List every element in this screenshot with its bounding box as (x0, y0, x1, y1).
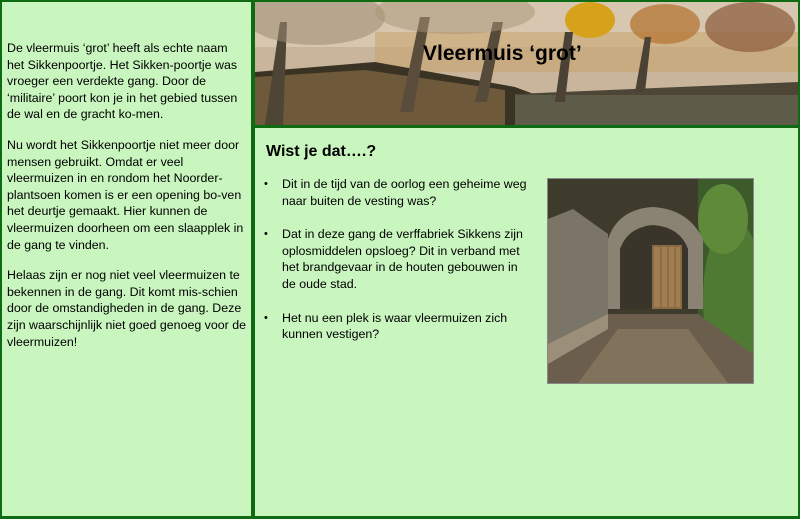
right-facts-panel (255, 128, 798, 516)
header-banner (255, 2, 798, 125)
page-title: Vleermuis ‘grot’ (423, 42, 582, 65)
tunnel-door-illustration (548, 179, 753, 383)
bullet-icon: • (264, 178, 268, 190)
bullet-icon: • (264, 228, 268, 241)
fact-text: Dit in de tijd van de oorlog een geheime weg naar buiten de vesting was? (282, 177, 527, 208)
fact-text: Dat in deze gang de verffabriek Sikkens zijn oplosmiddelen opsloeg? Dit in verband met het brandgevaar in de houten gebouwen in de oude stad. (282, 227, 523, 291)
tunnel-door-photo (547, 178, 754, 384)
intro-paragraph: De vleermuis ‘grot’ heeft als echte naam het Sikkenpoortje. Het Sikken-poortje was vroeger een verdekte gang. Door de ‘militaire’ poort kon je in het gebied tussen de wal en de gracht ko-men. (7, 41, 238, 122)
fact-item (263, 226, 533, 292)
left-text-panel (2, 2, 251, 516)
usage-paragraph: Nu wordt het Sikkenpoortje niet meer door mensen gebruikt. Omdat er veel vleermuizen in en rondom het Noorder-plantsoen komen is er een opening bo-ven het deurtje gemaakt. Hier kunnen de vleermuizen doorheen om een slaapplek in de gang te vinden. (7, 137, 244, 252)
fact-text: Het nu een plek is waar vleermuizen zich kunnen vestigen? (282, 310, 508, 342)
fact-item (263, 176, 533, 209)
bullet-icon: • (264, 311, 268, 324)
fact-item (263, 310, 533, 343)
section-heading: Wist je dat….? (266, 143, 377, 160)
fact-list (263, 176, 533, 360)
status-paragraph: Helaas zijn er nog niet veel vleermuizen te bekennen in de gang. Dit komt mis-schien door de omstandigheden in de gang. Deze zijn waarschijnlijk niet goed genoeg voor de vleermuizen! (7, 268, 247, 349)
